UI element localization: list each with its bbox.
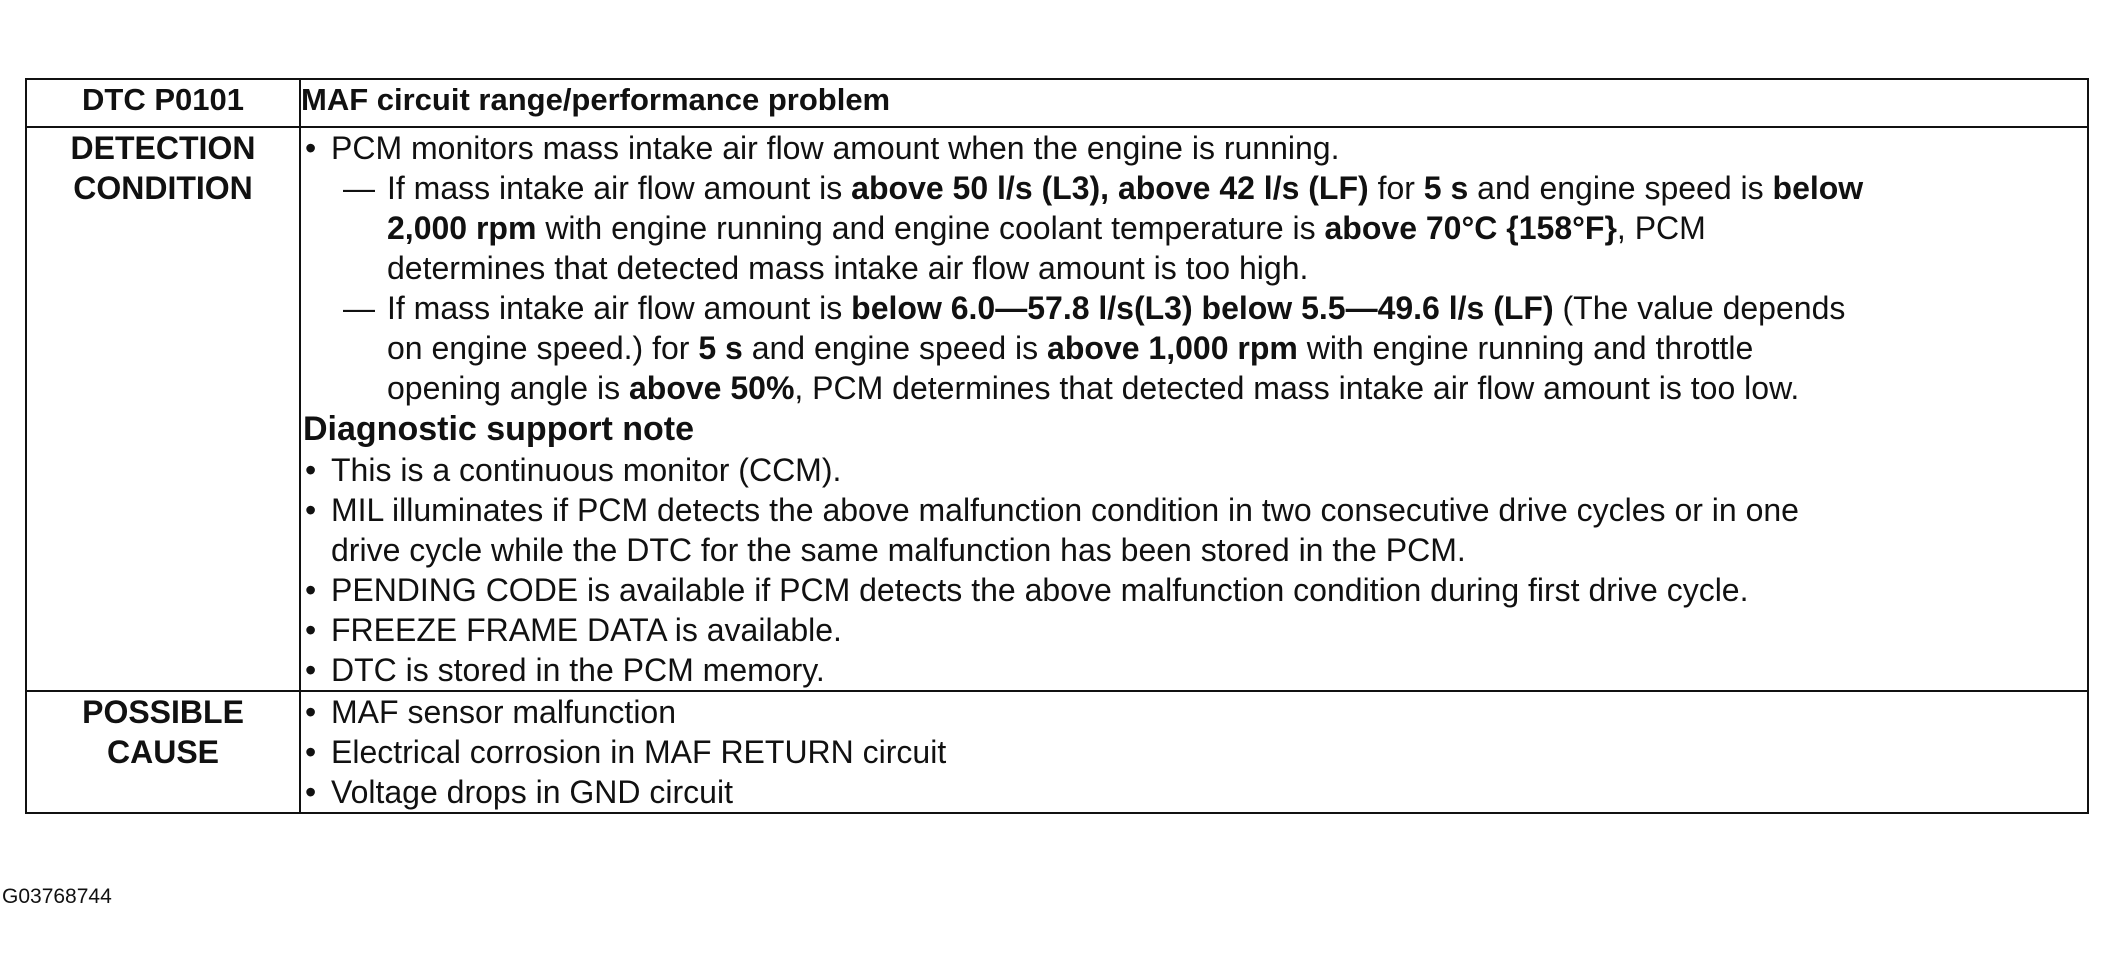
low-text-7: , PCM determines that detected mass intake air flow amount is too low. <box>794 370 1800 406</box>
high-line2 <box>343 208 2087 248</box>
high-text-1: If mass intake air flow amount is <box>387 170 852 206</box>
dtc-code: DTC P0101 <box>26 79 300 127</box>
detection-condition-row <box>26 127 2088 691</box>
low-text-4: and engine speed is <box>742 330 1048 366</box>
high-text-2: for <box>1368 170 1424 206</box>
note-item-stored: • DTC is stored in the PCM memory. <box>301 650 2087 690</box>
cause-label-line1: POSSIBLE <box>82 694 244 730</box>
low-bold-3: above 1,000 rpm <box>1047 330 1298 366</box>
note-item-ccm: • This is a continuous monitor (CCM). <box>301 450 2087 490</box>
figure-id: G03768744 <box>2 885 112 908</box>
high-bold-1: above 50 l/s (L3), above 42 l/s (LF) <box>851 170 1369 206</box>
cause-item: • Voltage drops in GND circuit <box>301 772 2087 812</box>
low-text-3: on engine speed.) for <box>387 330 699 366</box>
low-flow-condition <box>301 288 2087 408</box>
note-item-freeze-frame: • FREEZE FRAME DATA is available. <box>301 610 2087 650</box>
note-item-mil-cont: drive cycle while the DTC for the same malfunction has been stored in the PCM. <box>331 532 1466 568</box>
high-text-4: with engine running and engine coolant temperature is <box>536 210 1325 246</box>
high-dash: — <box>343 170 375 206</box>
high-text-5: , PCM <box>1616 210 1706 246</box>
low-bold-4: above 50% <box>628 370 795 406</box>
cause-item: • Electrical corrosion in MAF RETURN circuit <box>301 732 2087 772</box>
low-dash: — <box>343 290 375 326</box>
detection-condition-label <box>26 127 300 691</box>
high-bold-5: above 70°C {158°F} <box>1324 210 1617 246</box>
low-text-2: (The value depends <box>1553 290 1846 326</box>
high-bold-4: 2,000 rpm <box>387 210 537 246</box>
monitor-statement: • PCM monitors mass intake air flow amount when the engine is running. <box>301 128 2087 168</box>
detection-condition-body <box>300 127 2088 691</box>
low-text-5: with engine running and throttle <box>1297 330 1754 366</box>
low-line3 <box>343 368 2087 408</box>
dtc-header-row <box>26 79 2088 127</box>
dtc-title: MAF circuit range/performance problem <box>300 79 2088 127</box>
high-bold-3: below <box>1772 170 1864 206</box>
low-line2 <box>343 328 2087 368</box>
low-line1 <box>343 288 2087 328</box>
high-flow-condition <box>301 168 2087 288</box>
note-item-pending: • PENDING CODE is available if PCM detects the above malfunction condition during first drive cycle. <box>301 570 2087 610</box>
note-item-mil: • MIL illuminates if PCM detects the above malfunction condition in two consecutive drive cycles or in one <box>301 490 2087 530</box>
high-line3: determines that detected mass intake air flow amount is too high. <box>387 250 1309 286</box>
dtc-table <box>25 78 2089 814</box>
high-bold-2: 5 s <box>1423 170 1469 206</box>
cause-item: • MAF sensor malfunction <box>301 692 2087 732</box>
low-bold-1: below 6.0—57.8 l/s(L3) below 5.5—49.6 l/s (LF) <box>851 290 1554 326</box>
possible-cause-label <box>26 691 300 813</box>
low-text-6: opening angle is <box>387 370 629 406</box>
cause-label-line2: CAUSE <box>106 734 219 770</box>
high-line1 <box>343 168 2087 208</box>
diagnostic-support-note-title: Diagnostic support note <box>303 410 694 448</box>
high-text-3: and engine speed is <box>1468 170 1773 206</box>
possible-cause-body <box>300 691 2088 813</box>
possible-cause-row <box>26 691 2088 813</box>
low-text-1: If mass intake air flow amount is <box>387 290 852 326</box>
low-bold-2: 5 s <box>698 330 743 366</box>
detection-label-line1: DETECTION <box>70 130 256 166</box>
detection-label-line2: CONDITION <box>73 170 253 206</box>
